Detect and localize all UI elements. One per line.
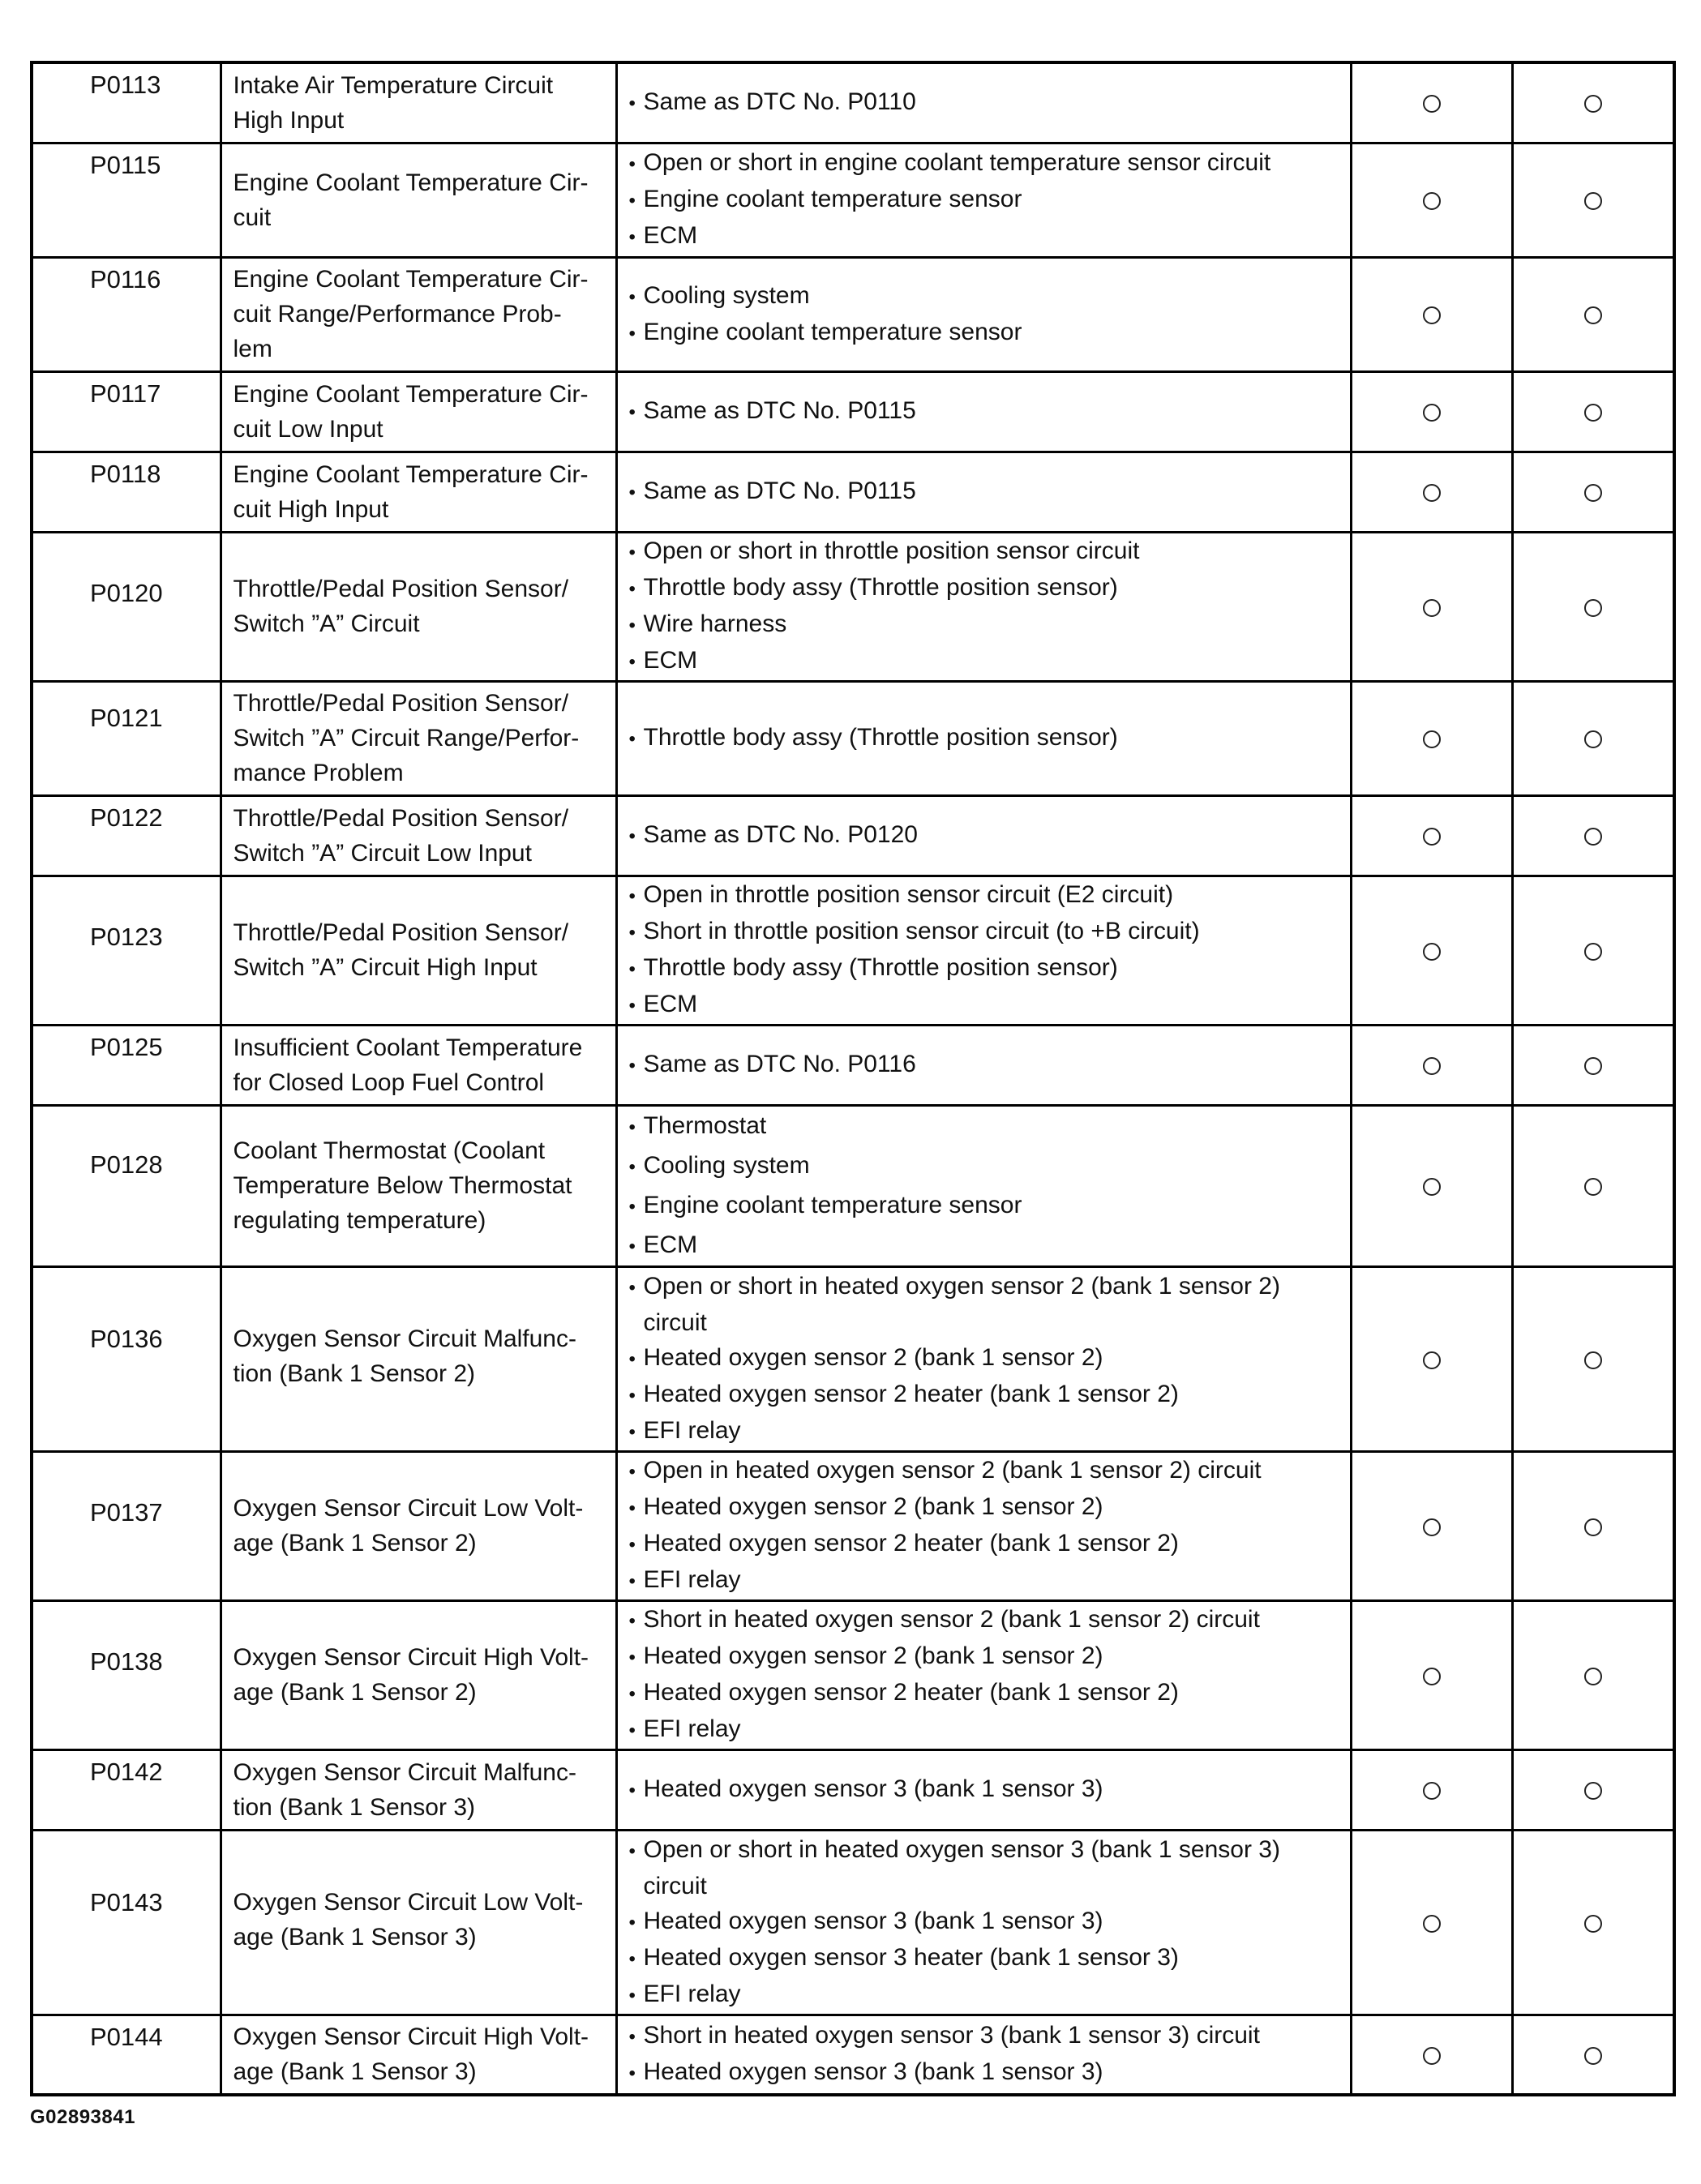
table-row: [32, 1749, 1674, 1830]
table-row: [32, 62, 1674, 143]
trouble-area-item: • ECM: [629, 987, 1342, 1023]
circle-icon: [1423, 599, 1441, 617]
circle-icon: [1584, 95, 1602, 113]
trouble-area-item: • Open in throttle position sensor circuit (E2 circuit): [629, 877, 1342, 914]
trouble-area: [616, 1830, 1351, 2015]
trouble-area-item: • Throttle body assy (Throttle position sensor): [629, 570, 1342, 606]
trouble-area-item: • Open or short in throttle position sensor circuit: [629, 533, 1342, 570]
trouble-area-item: • Same as DTC No. P0120: [629, 817, 1342, 854]
dtc-code: P0120: [32, 532, 221, 681]
memory-mark: [1512, 371, 1674, 452]
memory-mark: [1512, 1749, 1674, 1830]
mil-mark: [1351, 452, 1512, 532]
table-row: [32, 143, 1674, 257]
dtc-table: [30, 61, 1676, 2096]
memory-mark: [1512, 257, 1674, 371]
trouble-area-item: • Heated oxygen sensor 2 heater (bank 1 sensor 2): [629, 1377, 1342, 1413]
trouble-area-item: • Engine coolant temperature sensor: [629, 1186, 1342, 1226]
circle-icon: [1584, 1668, 1602, 1685]
trouble-area-item: • EFI relay: [629, 1413, 1342, 1450]
trouble-area: [616, 452, 1351, 532]
trouble-area-item: • Short in heated oxygen sensor 2 (bank 1 sensor 2) circuit: [629, 1602, 1342, 1638]
trouble-area-item: • Heated oxygen sensor 3 (bank 1 sensor 3): [629, 2054, 1342, 2091]
circle-icon: [1423, 306, 1441, 324]
detection-item: Oxygen Sensor Circuit High Volt- age (Bank 1 Sensor 2): [221, 1600, 616, 1749]
trouble-area: [616, 1600, 1351, 1749]
detection-item: Throttle/Pedal Position Sensor/ Switch ”A” Circuit High Input: [221, 876, 616, 1025]
trouble-area-item: • Wire harness: [629, 606, 1342, 643]
mil-mark: [1351, 62, 1512, 143]
circle-icon: [1423, 828, 1441, 846]
circle-icon: [1423, 484, 1441, 502]
memory-mark: [1512, 681, 1674, 795]
detection-item: Coolant Thermostat (Coolant Temperature Below Thermostat regulating temperature): [221, 1105, 616, 1266]
circle-icon: [1423, 1178, 1441, 1196]
circle-icon: [1423, 1915, 1441, 1933]
trouble-area: [616, 681, 1351, 795]
trouble-area: [616, 257, 1351, 371]
detection-item: Oxygen Sensor Circuit Malfunc- tion (Bank 1 Sensor 3): [221, 1749, 616, 1830]
dtc-code: P0123: [32, 876, 221, 1025]
mil-mark: [1351, 1451, 1512, 1600]
trouble-area-item: • Heated oxygen sensor 3 (bank 1 sensor 3): [629, 1771, 1342, 1808]
circle-icon: [1584, 192, 1602, 210]
dtc-code: P0138: [32, 1600, 221, 1749]
circle-icon: [1423, 1668, 1441, 1685]
table-row: [32, 681, 1674, 795]
trouble-area: [616, 2015, 1351, 2095]
memory-mark: [1512, 452, 1674, 532]
trouble-area: [616, 795, 1351, 876]
dtc-code: P0142: [32, 1749, 221, 1830]
detection-item: Engine Coolant Temperature Cir- cuit Range/Performance Prob- lem: [221, 257, 616, 371]
mil-mark: [1351, 681, 1512, 795]
trouble-area-item: • Heated oxygen sensor 2 (bank 1 sensor 2): [629, 1489, 1342, 1526]
circle-icon: [1423, 95, 1441, 113]
mil-mark: [1351, 1105, 1512, 1266]
detection-item: Intake Air Temperature Circuit High Input: [221, 62, 616, 143]
detection-item: Throttle/Pedal Position Sensor/ Switch ”A” Circuit: [221, 532, 616, 681]
dtc-code: P0116: [32, 257, 221, 371]
mil-mark: [1351, 1830, 1512, 2015]
detection-item: Engine Coolant Temperature Cir- cuit: [221, 143, 616, 257]
dtc-code: P0121: [32, 681, 221, 795]
mil-mark: [1351, 371, 1512, 452]
trouble-area-item: • ECM: [629, 643, 1342, 679]
trouble-area: [616, 143, 1351, 257]
memory-mark: [1512, 62, 1674, 143]
trouble-area-item: • ECM: [629, 218, 1342, 255]
mil-mark: [1351, 143, 1512, 257]
circle-icon: [1584, 1518, 1602, 1536]
trouble-area-item: • EFI relay: [629, 1976, 1342, 2013]
trouble-area: [616, 1749, 1351, 1830]
detection-item: Insufficient Coolant Temperature for Closed Loop Fuel Control: [221, 1025, 616, 1105]
circle-icon: [1423, 730, 1441, 748]
detection-item: Oxygen Sensor Circuit Malfunc- tion (Bank 1 Sensor 2): [221, 1266, 616, 1451]
trouble-area-item: • Heated oxygen sensor 2 (bank 1 sensor 2): [629, 1638, 1342, 1675]
mil-mark: [1351, 876, 1512, 1025]
circle-icon: [1423, 1057, 1441, 1075]
dtc-code: P0113: [32, 62, 221, 143]
trouble-area-item: • Engine coolant temperature sensor: [629, 182, 1342, 218]
memory-mark: [1512, 1025, 1674, 1105]
trouble-area-item: • Open in heated oxygen sensor 2 (bank 1 sensor 2) circuit: [629, 1453, 1342, 1489]
memory-mark: [1512, 1600, 1674, 1749]
mil-mark: [1351, 795, 1512, 876]
mil-mark: [1351, 1749, 1512, 1830]
trouble-area: [616, 371, 1351, 452]
trouble-area: [616, 1451, 1351, 1600]
detection-item: Oxygen Sensor Circuit Low Volt- age (Bank 1 Sensor 3): [221, 1830, 616, 2015]
trouble-area: [616, 1025, 1351, 1105]
trouble-area-item: • Same as DTC No. P0116: [629, 1047, 1342, 1083]
trouble-area: [616, 62, 1351, 143]
trouble-area-item: • Open or short in heated oxygen sensor 3 (bank 1 sensor 3) circuit: [629, 1832, 1342, 1904]
trouble-area-item: • Same as DTC No. P0115: [629, 393, 1342, 430]
memory-mark: [1512, 532, 1674, 681]
memory-mark: [1512, 1830, 1674, 2015]
mil-mark: [1351, 1025, 1512, 1105]
trouble-area-item: • EFI relay: [629, 1562, 1342, 1599]
circle-icon: [1584, 1351, 1602, 1369]
figure-id: G02893841: [30, 2106, 135, 2128]
circle-icon: [1423, 1351, 1441, 1369]
detection-item: Throttle/Pedal Position Sensor/ Switch ”A” Circuit Low Input: [221, 795, 616, 876]
table-row: [32, 257, 1674, 371]
circle-icon: [1423, 1782, 1441, 1800]
table-row: [32, 1451, 1674, 1600]
circle-icon: [1423, 1518, 1441, 1536]
mil-mark: [1351, 257, 1512, 371]
dtc-code: P0137: [32, 1451, 221, 1600]
dtc-code: P0128: [32, 1105, 221, 1266]
trouble-area-item: • Heated oxygen sensor 2 (bank 1 sensor 2): [629, 1340, 1342, 1377]
trouble-area-item: • Heated oxygen sensor 2 heater (bank 1 sensor 2): [629, 1526, 1342, 1562]
detection-item: Oxygen Sensor Circuit Low Volt- age (Bank 1 Sensor 2): [221, 1451, 616, 1600]
dtc-code: P0122: [32, 795, 221, 876]
table-row: [32, 795, 1674, 876]
dtc-code: P0136: [32, 1266, 221, 1451]
memory-mark: [1512, 795, 1674, 876]
circle-icon: [1423, 943, 1441, 961]
table-row: [32, 532, 1674, 681]
trouble-area: [616, 532, 1351, 681]
circle-icon: [1584, 943, 1602, 961]
trouble-area-item: • Short in heated oxygen sensor 3 (bank 1 sensor 3) circuit: [629, 2018, 1342, 2054]
trouble-area-item: • Open or short in engine coolant temperature sensor circuit: [629, 145, 1342, 182]
dtc-code: P0118: [32, 452, 221, 532]
table-row: [32, 876, 1674, 1025]
dtc-table-body: [32, 62, 1674, 2095]
table-row: [32, 1266, 1674, 1451]
trouble-area-item: • ECM: [629, 1226, 1342, 1265]
memory-mark: [1512, 1266, 1674, 1451]
trouble-area-item: • Short in throttle position sensor circuit (to +B circuit): [629, 914, 1342, 950]
memory-mark: [1512, 1451, 1674, 1600]
dtc-code: P0125: [32, 1025, 221, 1105]
trouble-area: [616, 876, 1351, 1025]
trouble-area-item: • Same as DTC No. P0110: [629, 84, 1342, 121]
trouble-area-item: • Thermostat: [629, 1107, 1342, 1146]
circle-icon: [1584, 1178, 1602, 1196]
trouble-area-item: • Throttle body assy (Throttle position sensor): [629, 720, 1342, 756]
trouble-area-item: • Heated oxygen sensor 3 (bank 1 sensor 3): [629, 1904, 1342, 1940]
trouble-area-item: • Same as DTC No. P0115: [629, 473, 1342, 510]
trouble-area-item: • Cooling system: [629, 278, 1342, 315]
circle-icon: [1423, 192, 1441, 210]
dtc-code: P0115: [32, 143, 221, 257]
dtc-code: P0144: [32, 2015, 221, 2095]
circle-icon: [1584, 1782, 1602, 1800]
trouble-area-item: • Cooling system: [629, 1146, 1342, 1186]
table-row: [32, 1025, 1674, 1105]
memory-mark: [1512, 143, 1674, 257]
circle-icon: [1584, 730, 1602, 748]
table-row: [32, 1105, 1674, 1266]
circle-icon: [1584, 404, 1602, 422]
mil-mark: [1351, 2015, 1512, 2095]
mil-mark: [1351, 532, 1512, 681]
table-row: [32, 1600, 1674, 1749]
circle-icon: [1584, 484, 1602, 502]
memory-mark: [1512, 876, 1674, 1025]
detection-item: Engine Coolant Temperature Cir- cuit Low Input: [221, 371, 616, 452]
dtc-code: P0117: [32, 371, 221, 452]
table-row: [32, 452, 1674, 532]
detection-item: Oxygen Sensor Circuit High Volt- age (Bank 1 Sensor 3): [221, 2015, 616, 2095]
trouble-area-item: • EFI relay: [629, 1711, 1342, 1748]
mil-mark: [1351, 1266, 1512, 1451]
mil-mark: [1351, 1600, 1512, 1749]
circle-icon: [1584, 599, 1602, 617]
dtc-code: P0143: [32, 1830, 221, 2015]
memory-mark: [1512, 1105, 1674, 1266]
trouble-area-item: • Heated oxygen sensor 3 heater (bank 1 sensor 3): [629, 1940, 1342, 1976]
trouble-area: [616, 1266, 1351, 1451]
circle-icon: [1584, 1915, 1602, 1933]
circle-icon: [1584, 1057, 1602, 1075]
trouble-area-item: • Throttle body assy (Throttle position sensor): [629, 950, 1342, 987]
trouble-area-item: • Heated oxygen sensor 2 heater (bank 1 sensor 2): [629, 1675, 1342, 1711]
table-row: [32, 1830, 1674, 2015]
memory-mark: [1512, 2015, 1674, 2095]
circle-icon: [1584, 306, 1602, 324]
trouble-area-item: • Engine coolant temperature sensor: [629, 315, 1342, 351]
circle-icon: [1584, 2047, 1602, 2065]
trouble-area: [616, 1105, 1351, 1266]
table-row: [32, 2015, 1674, 2095]
circle-icon: [1423, 2047, 1441, 2065]
circle-icon: [1423, 404, 1441, 422]
table-row: [32, 371, 1674, 452]
detection-item: Engine Coolant Temperature Cir- cuit High Input: [221, 452, 616, 532]
trouble-area-item: • Open or short in heated oxygen sensor 2 (bank 1 sensor 2) circuit: [629, 1269, 1342, 1340]
circle-icon: [1584, 828, 1602, 846]
detection-item: Throttle/Pedal Position Sensor/ Switch ”A” Circuit Range/Perfor- mance Problem: [221, 681, 616, 795]
